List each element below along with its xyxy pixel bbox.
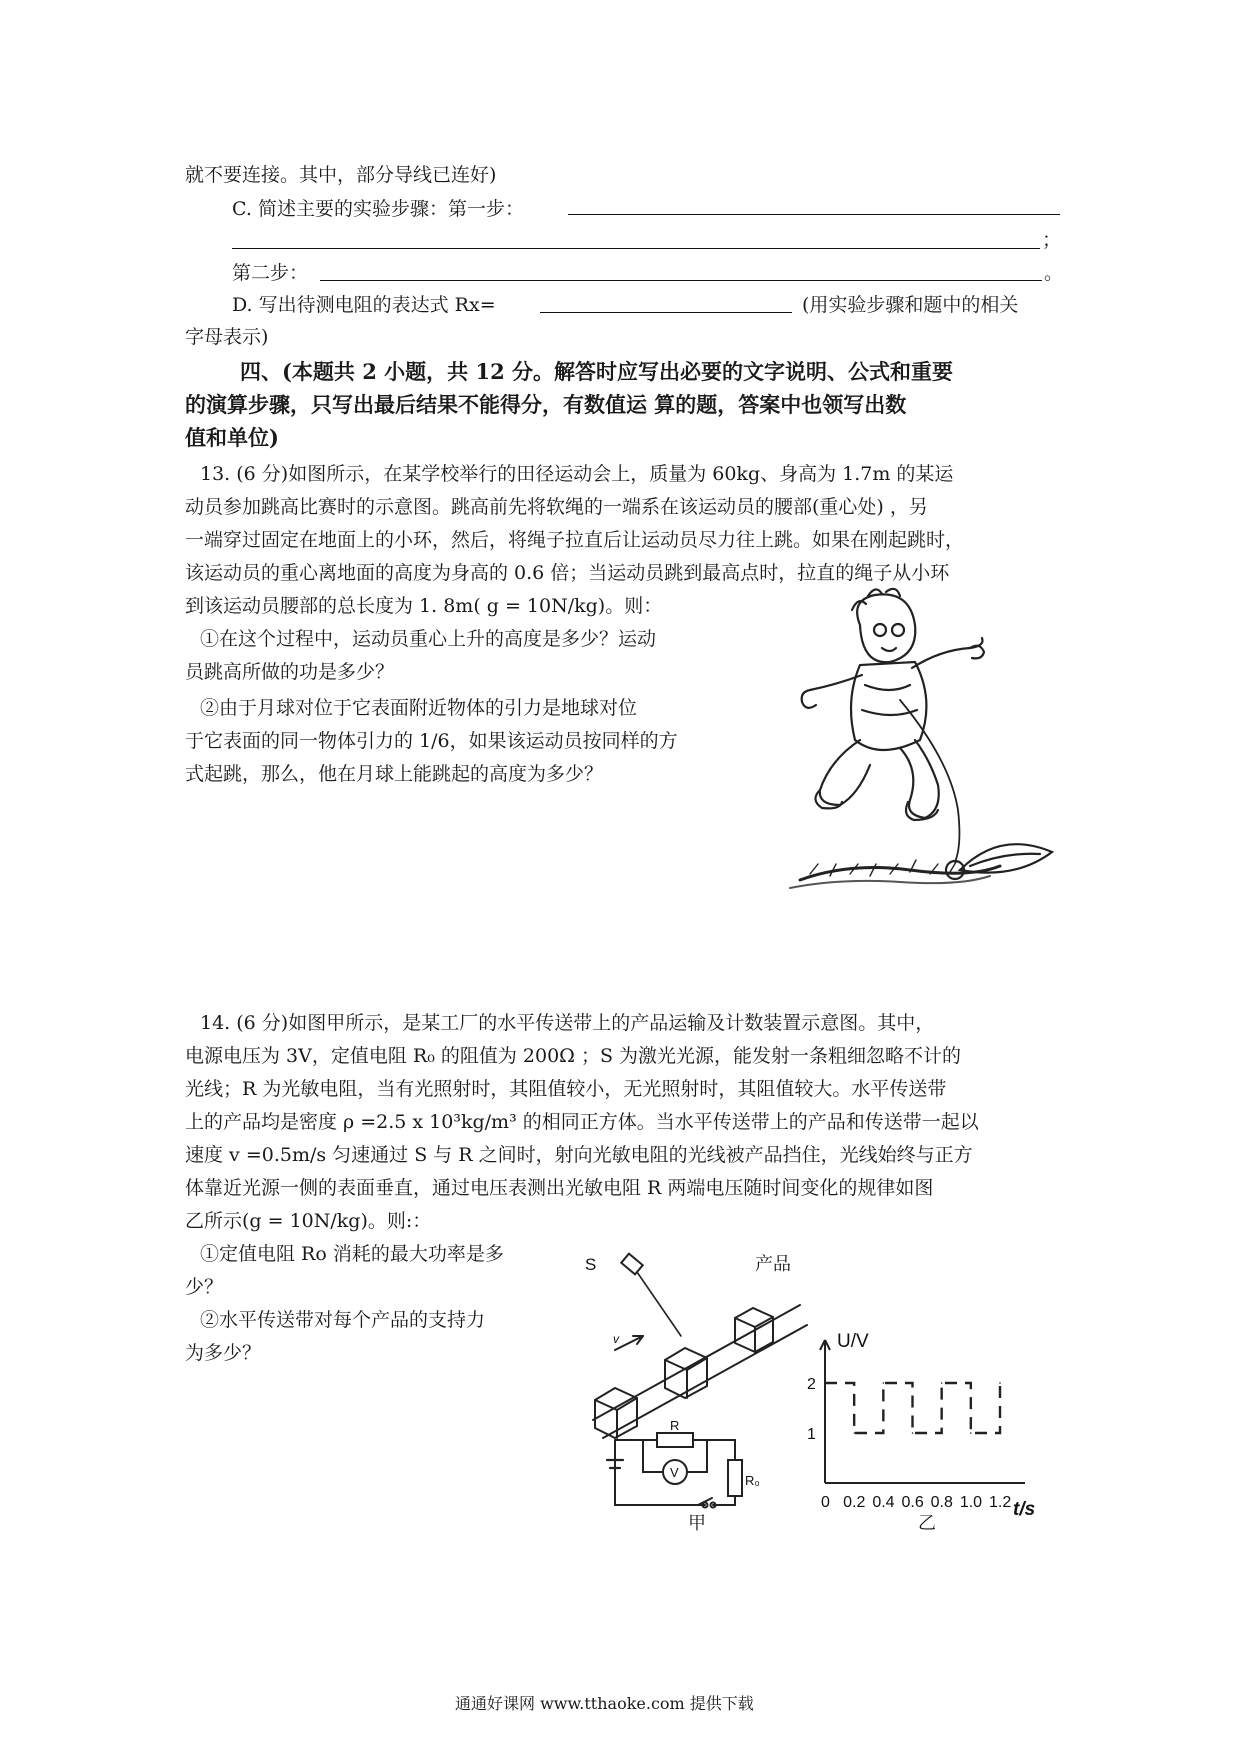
high-jumper-illustration — [790, 590, 1065, 895]
x-axis-label: t/s — [1013, 1499, 1036, 1520]
footer-credit: 通通好课网 www.tthaoke.com 提供下载 — [455, 1694, 754, 1713]
x-tick-label: 0.4 — [872, 1494, 895, 1511]
figure-jia — [585, 1250, 815, 1510]
q14-sub1: ①定值电阻 Ro 消耗的最大功率是多 — [200, 1243, 504, 1265]
label-voltmeter: V — [670, 1465, 679, 1480]
q14-sub1: 少？ — [185, 1276, 224, 1298]
q13-sub2: 式起跳，那么，他在月球上能跳起的高度为多少？ — [185, 763, 604, 785]
x-tick-label: 1.2 — [989, 1494, 1012, 1511]
step-d-label: D. 写出待测电阻的表达式 Rx= — [232, 294, 496, 316]
text-line: 就不要连接。其中，部分导线已连好) — [185, 164, 497, 186]
caption-jia: 甲 — [688, 1513, 706, 1534]
data-point — [999, 1382, 1001, 1384]
label-r: R — [670, 1418, 680, 1433]
punctuation: ； — [1042, 229, 1062, 251]
x-tick-label: 0 — [821, 1494, 830, 1511]
q14-text: 上的产品均是密度 ρ =2.5 x 10³kg/m³ 的相同正方体。当水平传送带上的产品和传送带一起以 — [185, 1111, 979, 1133]
y-tick-label: 2 — [807, 1376, 816, 1393]
data-point — [853, 1382, 855, 1384]
q14-text: 速度 v =0.5m/s 匀速通过 S 与 R 之间时，射向光敏电阻的光线被产品挡住，光线始终与正方 — [185, 1144, 973, 1166]
data-point — [999, 1432, 1001, 1434]
answer-blank — [540, 312, 792, 313]
section-heading: 的演算步骤，只写出最后结果不能得分，有数值运 算的题，答案中也领写出数 — [185, 392, 907, 417]
q14-text: 光线；R 为光敏电阻，当有光照射时，其阻值较小，无光照射时，其阻值较大。水平传送带 — [185, 1078, 947, 1100]
text-line: 字母表示) — [185, 326, 269, 348]
q14-text: 体靠近光源一侧的表面垂直，通过电压表测出光敏电阻 R 两端电压随时间变化的规律如图 — [185, 1177, 934, 1199]
data-point — [941, 1432, 943, 1434]
y-axis-label: U/V — [837, 1331, 869, 1352]
q13-sub2: ②由于月球对位于它表面附近物体的引力是地球对位 — [200, 697, 638, 719]
data-point — [941, 1382, 943, 1384]
q14-text: 14. (6 分)如图甲所示，是某工厂的水平传送带上的产品运输及计数装置示意图。其中， — [200, 1012, 935, 1034]
x-tick-label: 0.8 — [930, 1494, 953, 1511]
series-line — [825, 1383, 1000, 1433]
x-tick-label: 1.0 — [959, 1494, 983, 1511]
q13-text: 该运动员的重心离地面的高度为身高的 0.6 倍；当运动员跳到最高点时，拉直的绳子从小环 — [185, 562, 950, 584]
q14-text: 乙所示(g = 10N/kg)。则:： — [185, 1210, 432, 1232]
step-2-label: 第二步： — [232, 262, 309, 284]
q13-text: 13. (6 分)如图所示，在某学校举行的田径运动会上，质量为 60kg、身高为 1.7m 的某运 — [200, 463, 954, 485]
figure-yi-chart — [807, 1325, 1055, 1525]
punctuation: 。 — [1044, 262, 1064, 284]
x-tick-label: 0.6 — [901, 1494, 924, 1511]
data-point — [912, 1432, 914, 1434]
section-heading: 四、(本题共 2 小题，共 12 分。解答时应写出必要的文字说明、公式和重要 — [240, 359, 954, 384]
section-heading: 值和单位) — [185, 425, 279, 450]
text-line: (用实验步骤和题中的相关 — [802, 294, 1019, 316]
q14-sub2: 为多少？ — [185, 1342, 262, 1364]
answer-blank — [320, 280, 1042, 281]
data-point — [824, 1382, 826, 1384]
answer-blank — [232, 248, 1040, 249]
q13-sub1: 员跳高所做的功是多少？ — [185, 661, 395, 683]
label-r0: R₀ — [745, 1473, 760, 1488]
q14-text: 电源电压为 3V，定值电阻 R₀ 的阻值为 200Ω ；S 为激光光源，能发射一条粗细忽略不计的 — [185, 1045, 962, 1067]
data-point — [970, 1432, 972, 1434]
label-s: S — [585, 1255, 597, 1274]
q13-text: 一端穿过固定在地面上的小环，然后，将绳子拉直后让运动员尽力往上跳。如果在刚起跳时， — [185, 529, 965, 551]
data-point — [883, 1432, 885, 1434]
q13-sub2: 于它表面的同一物体引力的 1/6，如果该运动员按同样的方 — [185, 730, 678, 752]
data-point — [912, 1382, 914, 1384]
answer-blank — [568, 214, 1060, 215]
data-point — [883, 1382, 885, 1384]
label-product: 产品 — [755, 1254, 791, 1274]
step-c-label: C. 简述主要的实验步骤：第一步： — [232, 198, 524, 220]
label-v: v — [613, 1332, 619, 1346]
x-tick-label: 0.2 — [843, 1494, 866, 1511]
caption-yi: 乙 — [918, 1513, 936, 1534]
q13-sub1: ①在这个过程中，运动员重心上升的高度是多少？运动 — [200, 628, 657, 650]
q13-text: 动员参加跳高比赛时的示意图。跳高前先将软绳的一端系在该运动员的腰部(重心处) ，另 — [185, 496, 928, 518]
data-point — [970, 1382, 972, 1384]
y-tick-label: 1 — [807, 1426, 816, 1443]
data-point — [853, 1432, 855, 1434]
q13-text: 到该运动员腰部的总长度为 1. 8m( g = 10N/kg)。则： — [185, 595, 663, 617]
q14-sub2: ②水平传送带对每个产品的支持力 — [200, 1309, 486, 1331]
